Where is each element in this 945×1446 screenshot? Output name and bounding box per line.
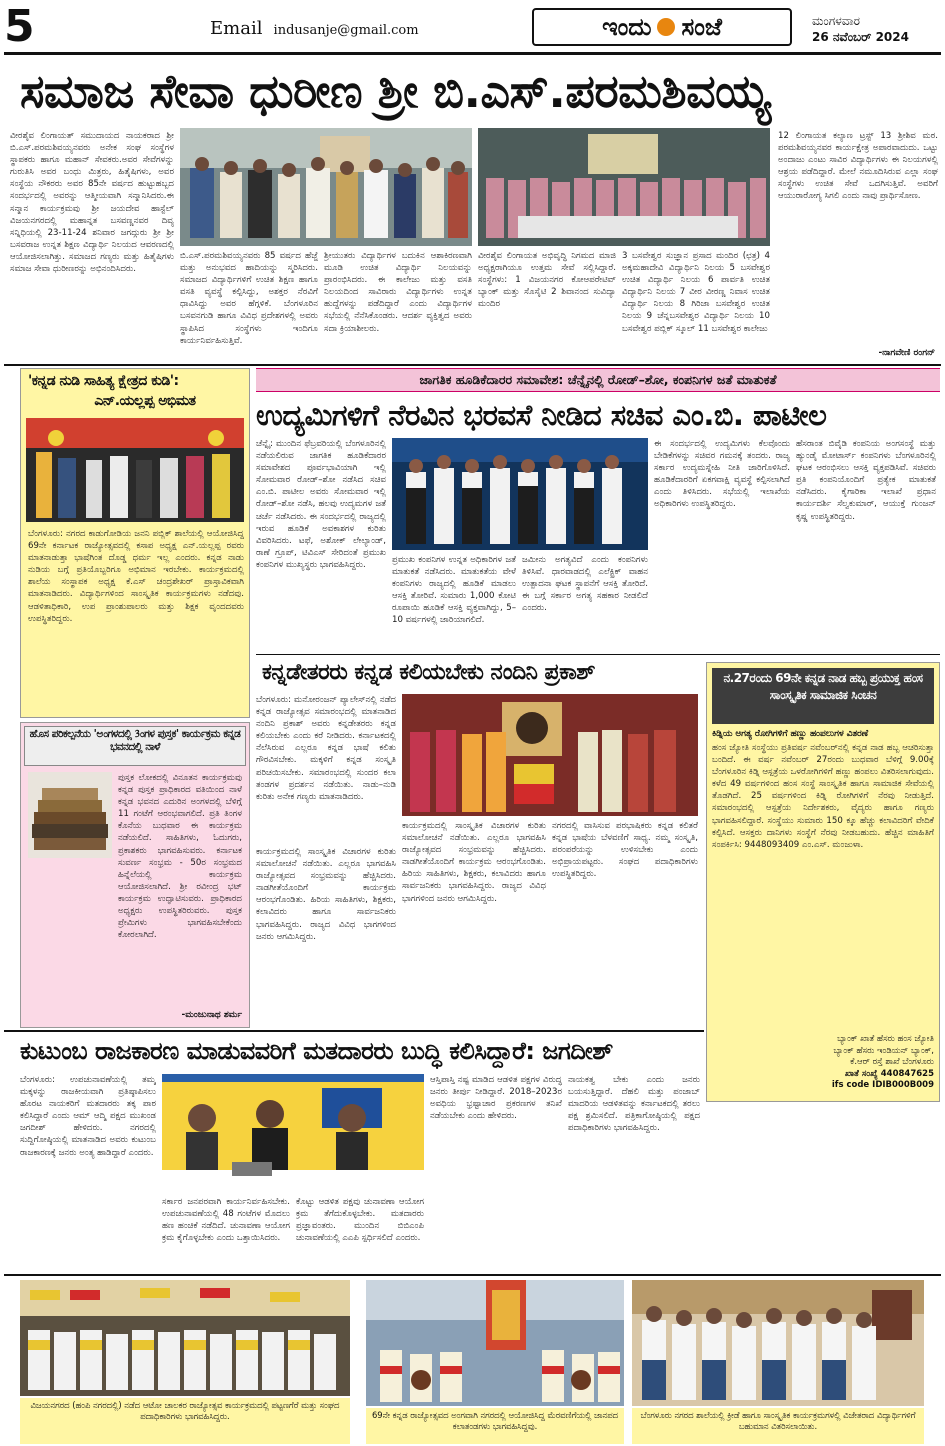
- investor-banner-text: ಜಾಗತಿಕ ಹೂಡಿಕೆದಾರರ ಸಮಾವೇಶ: ಚೆನ್ನೈನಲ್ಲಿ ರೋಡ್–ಶೋ, ಕಂಪನಿಗಳ ಜತೆ ಮಾತುಕತೆ: [419, 372, 777, 387]
- nandini-body-3: ನಗರದಲ್ಲಿ ವಾಸಿಸುವ ಪರಭಾಷಿಕರು ಕನ್ನಡ ಕಲಿತರೆ ಕನ್ನಡ ಭಾಷೆಯ ಬೆಳವಣಿಗೆ ಸಾಧ್ಯ. ನಮ್ಮ ಸಂಸ್ಕೃತಿ, ಪರಂಪರೆಯನ್ನು ಉಳಿಸಬೇಕು ಎಂದು ಅಭಿಪ್ರಾಯಪಟ್ಟರು. ಸಂಘದ ಪದಾಧಿಕಾರಿಗಳು ಉಪಸ್ಥಿತರಿದ್ದರು.: [552, 821, 698, 880]
- mbpatil-col-2: ಪ್ರಮುಖ ಕಂಪನಿಗಳ ಉನ್ನತ ಅಧಿಕಾರಿಗಳ ಜತೆ ಮಾತುಕತೆ ನಡೆಸಿದರು. ಮಾತುಕತೆಯ ವೇಳೆ ಕಂಪನಿಗಳು ರಾಜ್ಯದಲ್ಲಿ ಹೂಡಿಕೆ ಮಾಡಲು ಆಸಕ್ತಿ ತೋರಿವೆ. ಸುಮಾರು 1,000 ಕೋಟಿ ರೂಪಾಯಿ ಹೂಡಿಕೆ ಆಸಕ್ತಿ ವ್ಯಕ್ತವಾಗಿದ್ದು, 5–10 ವರ್ಷಗಳಲ್ಲಿ ಜಾರಿಯಾಗಲಿದೆ.: [392, 555, 516, 626]
- bank-line-3: ಕೆ.ಆರ್ ರಸ್ತೆ ಶಾಖೆ ಬೆಂಗಳೂರು: [850, 1057, 934, 1067]
- sahitya-subhead: ಎನ್.ಯಲ್ಲಪ್ಪ ಅಭಿಮತ: [94, 393, 196, 409]
- auto-drivers-illustration: [20, 1280, 350, 1396]
- bottom-caption-1: ವಿಜಯನಗರದ (ಹಂಪಿ ನಗರದಲ್ಲಿ) ನಡೆದ ಆಟೋ ಚಾಲಕರ ರಾಜ್ಯೋತ್ಸವ ಕಾರ್ಯಕ್ರಮದಲ್ಲಿ ಪಟ್ಟಣಗೆರೆ ಮತ್ತು ಸಂಘದ ಪದಾಧಿಕಾರಿಗಳು ಭಾಗವಹಿಸಿದ್ದರು.: [20, 1398, 350, 1444]
- pustaka-books-photo: [28, 772, 112, 858]
- section-divider-1: [4, 364, 941, 366]
- bottom-photo-1: [20, 1280, 350, 1396]
- hamsa-headline: ನ.27ರಂದು 69ನೇ ಕನ್ನಡ ನಾಡ ಹಬ್ಬ ಪ್ರಯುಕ್ತ ಹಂಸ ಸಾಂಸ್ಕೃತಿಕ ಸಾಮಾಜಿಕ ಸಿಂಚನ: [723, 671, 923, 702]
- page-number: 5: [4, 1, 35, 52]
- section-divider-2: [256, 654, 940, 655]
- section-divider-3: [4, 1030, 704, 1032]
- email-label: Email: [210, 18, 263, 39]
- section-divider-4: [4, 1274, 941, 1276]
- header-divider: [4, 52, 941, 55]
- hamsa-body: ಹಂಸ ಜ್ಯೋತಿ ಸಂಸ್ಥೆಯು ಪ್ರತಿವರ್ಷ ನವೆಂಬರ್‌ನಲ್ಲಿ ಕನ್ನಡ ನಾಡ ಹಬ್ಬ ಆಚರಿಸುತ್ತಾ ಬಂದಿದೆ. ಈ ವರ್ಷ ನವೆಂಬರ್ 27ರಂದು ಬುಧವಾರ ಬೆಳಿಗ್ಗೆ 9.00ಕ್ಕೆ ಬೆಂಗಳೂರಿನ ಕಿಡ್ನಿ ಆಸ್ಪತ್ರೆಯ ಒಳರೋಗಿಗಳಿಗೆ ಹಣ್ಣು ಹಂಪಲು ವಿತರಿಸಲಾಗುವುದು. ಕಳೆದ 49 ವರ್ಷಗಳಿಂದ ಹಂಸ ಸಂಸ್ಥೆ ಸಾಂಸ್ಕೃತಿಕ ಹಾಗೂ ಸಾಮಾಜಿಕ ಸೇವೆಯಲ್ಲಿ ತೊಡಗಿದೆ. 25 ವರ್ಷಗಳಿಂದ ಕಿಡ್ನಿ ರೋಗಿಗಳಿಗೆ ನೆರವು ನೀಡುತ್ತಿದೆ. ಸಮಾರಂಭದಲ್ಲಿ ಆಸ್ಪತ್ರೆಯ ನಿರ್ದೇಶಕರು, ವೈದ್ಯರು ಹಾಗೂ ಗಣ್ಯರು ಭಾಗವಹಿಸಲಿದ್ದಾರೆ. ಸಂಸ್ಥೆಯು ಸುಮಾರು 150 ಕ್ಕೂ ಹೆಚ್ಚು ಕಲಾವಿದರಿಗೆ ವೇದಿಕೆ ಕಲ್ಪಿಸಿದೆ. ಆಸಕ್ತರು ದಾನಿಗಳು ಸಂಸ್ಥೆಗೆ ನೆರವು ನೀಡಬಹುದು. ಹೆಚ್ಚಿನ ಮಾಹಿತಿಗೆ ಸಂಪರ್ಕಿಸಿ: 9448093409 ಎಂ.ಎಸ್. ಮಂಜುಳಾ.: [712, 743, 934, 850]
- jagadish-headline: ಕುಟುಂಬ ರಾಜಕಾರಣ ಮಾಡುವವರಿಗೆ ಮತದಾರರು ಬುದ್ಧಿ ಕಲಿಸಿದ್ದಾರೆ: ಜಗದೀಶ್: [20, 1037, 613, 1065]
- nandini-photo: [402, 694, 698, 816]
- bank-line-1: ಬ್ಯಾಂಕ್ ಖಾತೆ ಹೆಸರು ಹಂಸ ಜ್ಯೋತಿ: [837, 1034, 934, 1044]
- pustaka-body: ಪುಸ್ತಕ ಲೋಕದಲ್ಲಿ ವಿನೂತನ ಕಾರ್ಯಕ್ರಮವು ಕನ್ನಡ ಪುಸ್ತಕ ಪ್ರಾಧಿಕಾರದ ವತಿಯಿಂದ ನಾಳೆ ಕನ್ನಡ ಭವನದ ಎದುರಿನ ಅಂಗಳದಲ್ಲಿ ಬೆಳಿಗ್ಗೆ 11 ಗಂಟೆಗೆ ಆರಂಭವಾಗಲಿದೆ. ಪ್ರತಿ ತಿಂಗಳ ಕೊನೆಯ ಬುಧವಾರ ಈ ಕಾರ್ಯಕ್ರಮ ನಡೆಯಲಿದೆ. ಸಾಹಿತಿಗಳು, ಓದುಗರು, ಪ್ರಕಾಶಕರು ಭಾಗವಹಿಸುವರು. ಕರ್ನಾಟಕ ಸುವರ್ಣ ಸಂಭ್ರಮ - 50ರ ಸಂಭ್ರಮದ ಹಿನ್ನೆಲೆಯಲ್ಲಿ ಕಾರ್ಯಕ್ರಮ ಆಯೋಜಿಸಲಾಗಿದೆ. ಶ್ರೀ ರವೀಂದ್ರ ಭಟ್ ಕಾರ್ಯಕ್ರಮ ಉದ್ಘಾಟಿಸುವರು. ಪ್ರಾಧಿಕಾರದ ಅಧ್ಯಕ್ಷರು ಉಪಸ್ಥಿತರಿರುವರು. ಪುಸ್ತಕ ಪ್ರೇಮಿಗಳು ಭಾಗವಹಿಸಬೇಕೆಂದು ಕೋರಲಾಗಿದೆ.: [118, 773, 242, 941]
- lead-photo-group: [478, 128, 770, 246]
- mbpatil-headline: ಉದ್ಯಮಿಗಳಿಗೆ ನೆರವಿನ ಭರವಸೆ ನೀಡಿದ ಸಚಿವ ಎಂ.ಬಿ. ಪಾಟೀಲ: [256, 398, 827, 432]
- procession-illustration: [366, 1280, 624, 1406]
- mbpatil-photo: [392, 438, 648, 550]
- felicitation-illustration: [180, 128, 472, 246]
- mbpatil-col-3: ಜಮೀನು ಅಗತ್ಯವಿದೆ ಎಂದು ಕಂಪನಿಗಳು ತಿಳಿಸಿವೆ. ಧಾರವಾಡದಲ್ಲಿ ಎಲೆಕ್ಟ್ರಿಕ್ ವಾಹನ ಉತ್ಪಾದನಾ ಘಟಕ ಸ್ಥಾಪನೆಗೆ ಆಸಕ್ತಿ ತೋರಿದೆ. ಈ ಬಗ್ಗೆ ಸರ್ಕಾರ ಅಗತ್ಯ ಸಹಕಾರ ನೀಡಲಿದೆ ಎಂದರು.: [522, 555, 648, 614]
- header-date: 26 ನವೆಂಬರ್ 2024: [812, 30, 909, 44]
- investor-banner: [256, 368, 940, 392]
- lead-col-5: 3 ಬಸವೇಶ್ವರ ಸುಜ್ಞಾನ ಪ್ರಸಾದ ಮಂದಿರ (ಛತ್ರ) 4 ಅಕ್ಕಮಹಾದೇವಿ ವಿದ್ಯಾರ್ಥಿನಿ ನಿಲಯ 5 ಬಸವೇಶ್ವರ ಉಚಿತ ವಿದ್ಯಾರ್ಥಿ ನಿಲಯ 6 ಪಾರ್ವತಿ ಉಚಿತ ವಿದ್ಯಾರ್ಥಿನಿ ನಿಲಯ 7 ವೀರ ವೀರಣ್ಣ ನಿವಾಸ ಉಚಿತ ವಿದ್ಯಾರ್ಥಿ ನಿಲಯ 8 ಗಿರಿಜಾ ಬಸವೇಶ್ವರ ಉಚಿತ ನಿಲಯ 9 ಚೆನ್ನಬಸವೇಶ್ವರ ವಿದ್ಯಾರ್ಥಿ ನಿಲಯ 10 ಬಸವೇಶ್ವರ ಪಬ್ಲಿಕ್ ಸ್ಕೂಲ್ 11 ಬಸವೇಶ್ವರ ಕಾಲೇಜು: [622, 251, 770, 334]
- email-address[interactable]: indusanje@gmail.com: [273, 23, 419, 38]
- lead-headline: ಸಮಾಜ ಸೇವಾ ಧುರೀಣ ಶ್ರೀ ಬಿ.ಎಸ್.ಪರಮಶಿವಯ್ಯ: [20, 64, 771, 118]
- pustaka-headline: ಹೊಸ ಪರಿಕಲ್ಪನೆಯ 'ಅಂಗಳದಲ್ಲಿ 3ಂಗಳ ಪುಸ್ತಕ' ಕಾರ್ಯಕ್ರಮ ಕನ್ನಡ ಭವನದಲ್ಲಿ ನಾಳೆ: [29, 728, 241, 753]
- sahitya-photo: [26, 418, 244, 522]
- school-event-illustration: [26, 418, 244, 522]
- prize-distribution-illustration: [632, 1280, 924, 1406]
- lead-col-2: ಬಿ.ಎಸ್.ಪರಮಶಿವಯ್ಯನವರು 85 ವರ್ಷದ ಹೆಜ್ಜೆ ಮತ್ತು ಅನುಭವದ ಹಾದಿಯನ್ನು ಸ್ಮರಿಸಿದರು. ಸಮಾಜದ ವಿದ್ಯಾರ್ಥಿಗಳಿಗೆ ಉಚಿತ ಶಿಕ್ಷಣ ಹಾಗೂ ವಸತಿ ವ್ಯವಸ್ಥೆ ಕಲ್ಪಿಸಿದ್ದು, ಅಶಕ್ತರ ನೆರವಿಗೆ ಧಾವಿಸಿದ್ದು ಅವರ ಹೆಗ್ಗಳಿಕೆ. ಬೆಂಗಳೂರಿನ ಬಸವನಗುಡಿ ಹಾಗೂ ವಿವಿಧ ಪ್ರದೇಶಗಳಲ್ಲಿ ಅವರು ಸ್ಥಾಪಿಸಿದ ಸಂಸ್ಥೆಗಳು ಇಂದಿಗೂ ಕಾರ್ಯನಿರ್ವಹಿಸುತ್ತಿವೆ.: [180, 251, 318, 346]
- jagadish-photo: [162, 1074, 424, 1192]
- jagadish-col-3: ಕೊಟ್ಟು ಆಡಳಿತ ಪಕ್ಷವು ಚುನಾವಣಾ ಆಯೋಗ ಕ್ರಮ ತೆಗೆದುಕೊಳ್ಳಬೇಕು. ಮತದಾರರು ಪ್ರಜ್ಞಾವಂತರು. ಮುಂದಿನ ಬಿಬಿಎಂಪಿ ಚುನಾವಣೆಯಲ್ಲಿ ಎಎಪಿ ಸ್ಪರ್ಧಿಸಲಿದೆ ಎಂದರು.: [296, 1197, 424, 1244]
- mbpatil-col-4: ಈ ಸಂದರ್ಭದಲ್ಲಿ ಉದ್ಯಮಿಗಳು ಕೆಲವೊಂದು ಬೇಡಿಕೆಗಳನ್ನು ಸಚಿವರ ಗಮನಕ್ಕೆ ತಂದರು. ರಾಜ್ಯ ಸರ್ಕಾರ ಉದ್ಯಮಸ್ನೇಹಿ ನೀತಿ ಜಾರಿಗೊಳಿಸಿದೆ. ಹೂಡಿಕೆದಾರರಿಗೆ ಏಕಗವಾಕ್ಷಿ ವ್ಯವಸ್ಥೆ ಕಲ್ಪಿಸಲಾಗಿದೆ ಎಂದು ತಿಳಿಸಿದರು. ಸಭೆಯಲ್ಲಿ ಇಲಾಖೆಯ ಅಧಿಕಾರಿಗಳು ಉಪಸ್ಥಿತರಿದ್ದರು.: [654, 439, 790, 510]
- lead-col-3: ಶ್ರೀಯುತರು ವಿದ್ಯಾರ್ಥಿಗಳ ಬದುಕಿನ ಆಶಾಕಿರಣವಾಗಿ ಮೂಡಿ ಉಚಿತ ವಿದ್ಯಾರ್ಥಿ ನಿಲಯವನ್ನು ಪ್ರಾರಂಭಿಸಿದರು. ಈ ಕಾಲೇಜು ಮತ್ತು ವಸತಿ ನಿಲಯದಿಂದ ಸಾವಿರಾರು ವಿದ್ಯಾರ್ಥಿಗಳು ಉನ್ನತ ಹುದ್ದೆಗಳನ್ನು ಪಡೆದಿದ್ದಾರೆ ಎಂದು ವಿದ್ಯಾರ್ಥಿಗಳ ಸಭೆಯಲ್ಲಿ ನೆನೆಸಿಕೊಂಡರು. ಆದರ್ಶ ವ್ಯಕ್ತಿತ್ವದ ಅವರು ಸದಾ ಕ್ರಿಯಾಶೀಲರು.: [324, 251, 472, 334]
- lead-col-6: 12 ಲಿಂಗಾಯತ ಕಲ್ಯಾಣ ಟ್ರಸ್ಟ್ 13 ಶ್ರೀಶಿವ ಮಠ. ಪರಮಶಿವಯ್ಯನವರ ಕಾರ್ಯಕ್ಷೇತ್ರ ಅಪಾರವಾದುದು. ಒಟ್ಟು ಅಂದಾಜು ಎಂಟು ಸಾವಿರ ವಿದ್ಯಾರ್ಥಿಗಳು ಈ ನಿಲಯಗಳಲ್ಲಿ ಆಶ್ರಯ ಪಡೆದಿದ್ದಾರೆ. ಮೇಲೆ ನಮೂದಿಸಿರುವ ಎಲ್ಲಾ ಸಂಘ ಸಂಸ್ಥೆಗಳು ಉಚಿತ ಸೇವೆ ಒದಗಿಸುತ್ತಿವೆ. ಅವರಿಗೆ ಆಯುರಾರೋಗ್ಯ ಸಿಗಲಿ ಎಂದು ನಾವು ಪ್ರಾರ್ಥಿಸೋಣ.: [778, 131, 938, 202]
- group-photo-illustration: [478, 128, 770, 246]
- jagadish-col-2: ಸರ್ಕಾರ ಜನಪರವಾಗಿ ಕಾರ್ಯನಿರ್ವಹಿಸಬೇಕು. ಉಪಚುನಾವಣೆಯಲ್ಲಿ 48 ಗಂಟೆಗಳ ಮೊದಲು ಹಣ ಹಂಚಿಕೆ ನಡೆದಿದೆ. ಚುನಾವಣಾ ಆಯೋಗ ಕ್ರಮ ಕೈಗೊಳ್ಳಬೇಕು ಎಂದು ಒತ್ತಾಯಿಸಿದರು.: [162, 1197, 290, 1244]
- nandini-body-continued: ಕಾರ್ಯಕ್ರಮದಲ್ಲಿ ಸಾಂಸ್ಕೃತಿಕ ವಿಚಾರಗಳ ಕುರಿತು ಸಮಾಲೋಚನೆ ನಡೆಯಿತು. ಎಲ್ಲರೂ ಭಾಗವಹಿಸಿ ರಾಜ್ಯೋತ್ಸವದ ಸಂಭ್ರಮವನ್ನು ಹೆಚ್ಚಿಸಿದರು. ನಾಡಗೀತೆಯೊಂದಿಗೆ ಕಾರ್ಯಕ್ರಮ ಆರಂಭಗೊಂಡಿತು. ಹಿರಿಯ ಸಾಹಿತಿಗಳು, ಶಿಕ್ಷಕರು, ಕಲಾವಿದರು ಹಾಗೂ ಸಾರ್ವಜನಿಕರು ಭಾಗವಹಿಸಿದ್ದರು. ರಾಜ್ಯದ ವಿವಿಧ ಭಾಗಗಳಿಂದ ಜನರು ಆಗಮಿಸಿದ್ದರು.: [256, 847, 396, 942]
- lead-col-4: ವೀರಶೈವ ಲಿಂಗಾಯತ ಅಭಿವೃದ್ಧಿ ನಿಗಮದ ಮಾಜಿ ಅಧ್ಯಕ್ಷರಾಗಿಯೂ ಉತ್ತಮ ಸೇವೆ ಸಲ್ಲಿಸಿದ್ದಾರೆ. ಸಂಸ್ಥೆಗಳು: 1 ವಿಜಯನಗರ ಕೋಆಪರೇಟಿವ್ ಬ್ಯಾಂಕ್ ಮತ್ತು ಸೊಸೈಟಿ 2 ಶಿವಾನಂದ ಸುವಿದ್ಯಾ ಮಂದಿರ: [478, 251, 616, 310]
- roadshow-illustration: [392, 438, 648, 550]
- lead-col-1: ವೀರಶೈವ ಲಿಂಗಾಯತ್ ಸಮುದಾಯದ ನಾಯಕರಾದ ಶ್ರೀ ಬಿ.ಎಸ್.ಪರಮಶಿವಯ್ಯನವರು ಅನೇಕ ಸಂಘ ಸಂಸ್ಥೆಗಳ ಸ್ಥಾಪಕರು ಹಾಗೂ ಮಹಾನ್ ಸೇವಕರು.ಅವರ ಸೇವೆಗಳನ್ನು ಗುರುತಿಸಿ ಅವರ ಬಂಧು ಮಿತ್ರರು, ಹಿತೈಷಿಗಳು, ಅವರ ಸಂಸ್ಥೆಯ ನೌಕರರು ಅವರ 85ನೇ ವರ್ಷದ ಹುಟ್ಟುಹಬ್ಬದ ಸಂದರ್ಭದಲ್ಲಿ ಅವರನ್ನು ಆತ್ಮೀಯವಾಗಿ ಸನ್ಮಾನಿಸಿದರು.ಈ ಸನ್ಮಾನ ಕಾರ್ಯಕ್ರಮವು ಶ್ರೀ ಜಯದೇವ ಹಾಸ್ಟೆಲ್ ವಿಜಯನಗರದಲ್ಲಿ ಮಹಾನ್ನತ ಬಸವಣ್ಣನವರ ದಿವ್ಯ ಸನ್ನಿಧಿಯಲ್ಲಿ 23-11-24 ಶನಿವಾರ ಜಗದ್ಗುರು ಶ್ರೀ ಶ್ರೀ ಬಸವರಾಜ ಉನ್ನತ ಶಿಕ್ಷಣ ವಿದ್ಯಾರ್ಥಿ ನಿಲಯದ ಆವರಣದಲ್ಲಿ ಆಯೋಜಿಸಲಾಗಿತ್ತು. ಸಮಾಜದ ಗಣ್ಯರು ಮತ್ತು ಹಿತೈಷಿಗಳು ಸಮಾಜ ಸೇವಾ ಧುರೀಣರನ್ನು ಅಭಿನಂದಿಸಿದರು.: [10, 131, 174, 275]
- bottom-photo-2: [366, 1280, 624, 1406]
- mbpatil-col-1: ಚೆನ್ನೈ: ಮುಂದಿನ ಫೆಬ್ರವರಿಯಲ್ಲಿ ಬೆಂಗಳೂರಿನಲ್ಲಿ ನಡೆಯಲಿರುವ ಜಾಗತಿಕ ಹೂಡಿಕೆದಾರರ ಸಮಾವೇಶದ ಪೂರ್ವಭಾವಿಯಾಗಿ ಇಲ್ಲಿ ಸೋಮವಾರ ರೋಡ್–ಶೋ ನಡೆಸಿದ ಸಚಿವ ಎಂ.ಬಿ. ಪಾಟೀಲ ಅವರು ಸೋಮವಾರ ಇಲ್ಲಿ ರೋಡ್–ಶೋ ನಡೆಸಿ, ಹಲವು ಉದ್ಯಮಗಳ ಜತೆ ಚರ್ಚೆ ನಡೆಸಿದರು. ಈ ಸಂದರ್ಭದಲ್ಲಿ ರಾಜ್ಯದಲ್ಲಿ ಇರುವ ಹೂಡಿಕೆ ಅವಕಾಶಗಳ ಕುರಿತು ವಿವರಿಸಿದರು. ಟಫೆ, ಅಶೋಕ್ ಲೇಲ್ಯಾಂಡ್, ರಾಣೆ ಗ್ರೂಪ್, ಟಿವಿಎಸ್ ಸೇರಿದಂತೆ ಪ್ರಮುಖ ಕಂಪನಿಗಳ ಮುಖ್ಯಸ್ಥರು ಭಾಗವಹಿಸಿದ್ದರು.: [256, 439, 386, 570]
- masthead: [532, 8, 792, 46]
- hamsa-subhead: ಕಿಡ್ನಿಯ ಅಗತ್ಯ ರೋಗಿಗಳಿಗೆ ಹಣ್ಣು ಹಂಪಲುಗಳ ವಿತರಣೆ: [712, 729, 869, 739]
- lead-byline: -ನಾಗವೇಣಿ ರಂಗನ್: [878, 348, 935, 358]
- books-illustration: [28, 772, 112, 858]
- pustaka-byline: -ಮಂಜುನಾಥ ಶರ್ಮ: [181, 1010, 242, 1020]
- header-email-block: [210, 18, 419, 39]
- bottom-photo-3: [632, 1280, 924, 1406]
- masthead-left: ಇಂದು: [602, 13, 652, 41]
- header-weekday: ಮಂಗಳವಾರ: [812, 14, 861, 28]
- bottom-caption-3: ಬೆಂಗಳೂರು ನಗರದ ಶಾಲೆಯಲ್ಲಿ ಕ್ರೀಡೆ ಹಾಗೂ ಸಾಂಸ್ಕೃತಿಕ ಕಾರ್ಯಕ್ರಮಗಳಲ್ಲಿ ವಿಜೇತರಾದ ವಿದ್ಯಾರ್ಥಿಗಳಿಗೆ ಬಹುಮಾನ ವಿತರಿಸಲಾಯಿತು.: [632, 1408, 924, 1444]
- mbpatil-col-5: ಹೆಸರಾಂತ ಬಿವೈಡಿ ಕಂಪನಿಯ ಅಂಗಸಂಸ್ಥೆ ಮತ್ತು ಹ್ಯುಂಡೈ ಮೋಟಾರ್ಸ್ ಕಂಪನಿಗಳು ಬೆಂಗಳೂರಿನಲ್ಲಿ ಘಟಕ ಆರಂಭಿಸಲು ಆಸಕ್ತಿ ವ್ಯಕ್ತಪಡಿಸಿವೆ. ಸಚಿವರು ಪ್ರತಿ ಕಂಪನಿಯೊಂದಿಗೆ ಪ್ರತ್ಯೇಕ ಮಾತುಕತೆ ನಡೆಸಿದರು. ಕೈಗಾರಿಕಾ ಇಲಾಖೆ ಪ್ರಧಾನ ಕಾರ್ಯದರ್ಶಿ ಸೆಲ್ವಕುಮಾರ್, ಆಯುಕ್ತೆ ಗುಂಜನ್ ಕೃಷ್ಣ ಉಪಸ್ಥಿತರಿದ್ದರು.: [796, 439, 936, 522]
- rajyotsava-stage-illustration: [402, 694, 698, 816]
- jagadish-col-5: ನಾಯಕತ್ವ ಬೇಕು ಎಂದು ಜನರು ಬಯಸುತ್ತಿದ್ದಾರೆ. ದೆಹಲಿ ಮತ್ತು ಪಂಜಾಬ್ ಮಾದರಿಯ ಆಡಳಿತವನ್ನು ಕರ್ನಾಟಕದಲ್ಲಿ ತರಲು ಪಕ್ಷ ಶ್ರಮಿಸಲಿದೆ. ಪತ್ರಿಕಾಗೋಷ್ಠಿಯಲ್ಲಿ ಪಕ್ಷದ ಪದಾಧಿಕಾರಿಗಳು ಭಾಗವಹಿಸಿದ್ದರು.: [568, 1075, 700, 1134]
- nandini-body-2: ಕಾರ್ಯಕ್ರಮದಲ್ಲಿ ಸಾಂಸ್ಕೃತಿಕ ವಿಚಾರಗಳ ಕುರಿತು ಸಮಾಲೋಚನೆ ನಡೆಯಿತು. ಎಲ್ಲರೂ ಭಾಗವಹಿಸಿ ರಾಜ್ಯೋತ್ಸವದ ಸಂಭ್ರಮವನ್ನು ಹೆಚ್ಚಿಸಿದರು. ನಾಡಗೀತೆಯೊಂದಿಗೆ ಕಾರ್ಯಕ್ರಮ ಆರಂಭಗೊಂಡಿತು. ಹಿರಿಯ ಸಾಹಿತಿಗಳು, ಶಿಕ್ಷಕರು, ಕಲಾವಿದರು ಹಾಗೂ ಸಾರ್ವಜನಿಕರು ಭಾಗವಹಿಸಿದ್ದರು. ರಾಜ್ಯದ ವಿವಿಧ ಭಾಗಗಳಿಂದ ಜನರು ಆಗಮಿಸಿದ್ದರು.: [402, 821, 546, 904]
- jagadish-col-1: ಬೆಂಗಳೂರು: ಉಪಚುನಾವಣೆಯಲ್ಲಿ ತಮ್ಮ ಮಕ್ಕಳನ್ನು ರಾಜಕೀಯವಾಗಿ ಪ್ರತಿಷ್ಠಾಪಿಸಲು ಹೊರಟ ನಾಯಕರಿಗೆ ಮತದಾರರು ತಕ್ಕ ಪಾಠ ಕಲಿಸಿದ್ದಾರೆ ಎಂದು ಆಮ್ ಆದ್ಮಿ ಪಕ್ಷದ ಮುಖಂಡ ಜಗದೀಶ್ ಹೇಳಿದರು. ನಗರದಲ್ಲಿ ಸುದ್ದಿಗೋಷ್ಠಿಯಲ್ಲಿ ಮಾತನಾಡಿದ ಅವರು ಕುಟುಂಬ ರಾಜಕಾರಣಕ್ಕೆ ಜನರು ಅಂತ್ಯ ಹಾಡಿದ್ದಾರೆ ಎಂದರು.: [20, 1075, 156, 1158]
- lead-photo-felicitation: [180, 128, 472, 246]
- bank-line-2: ಬ್ಯಾಂಕ್ ಹೆಸರು ಇಂಡಿಯನ್ ಬ್ಯಾಂಕ್,: [833, 1045, 934, 1056]
- press-meet-illustration: [162, 1074, 424, 1192]
- nandini-body: ಬೆಂಗಳೂರು: ಮನೋರಂಜನ್ ಪ್ಯಾಲೇಸ್‌ನಲ್ಲಿ ನಡೆದ ಕನ್ನಡ ರಾಜ್ಯೋತ್ಸವ ಸಮಾರಂಭದಲ್ಲಿ ಮಾತನಾಡಿದ ನಂದಿನಿ ಪ್ರಕಾಶ್ ಅವರು ಕನ್ನಡೇತರರು ಕನ್ನಡ ಕಲಿಯಬೇಕು ಎಂದು ಕರೆ ನೀಡಿದರು. ಕರ್ನಾಟಕದಲ್ಲಿ ನೆಲೆಸಿರುವ ಎಲ್ಲರೂ ಕನ್ನಡ ಭಾಷೆ ಕಲಿತು ಗೌರವಿಸಬೇಕು. ಮಕ್ಕಳಿಗೆ ಕನ್ನಡ ಸಂಸ್ಕೃತಿ ಪರಿಚಯಿಸಬೇಕು. ಸಮಾರಂಭದಲ್ಲಿ ಸುಂದರ ಕಲಾ ತಂಡಗಳ ಪ್ರದರ್ಶನ ನಡೆಯಿತು. ನಾಡು–ನುಡಿ ಕುರಿತು ಅನೇಕ ಗಣ್ಯರು ಮಾತನಾಡಿದರು.: [256, 695, 396, 802]
- sahitya-headline: 'ಕನ್ನಡ ನುಡಿ ಸಾಹಿತ್ಯ ಕ್ಷೇತ್ರದ ಕುಡಿ':: [28, 373, 179, 389]
- hamsa-bank-details: [810, 1034, 934, 1092]
- masthead-sun-icon: [657, 18, 675, 36]
- bank-line-5: ifs code IDIB000B009: [831, 1080, 934, 1090]
- nandini-headline: ಕನ್ನಡೇತರರು ಕನ್ನಡ ಕಲಿಯಬೇಕು ನಂದಿನಿ ಪ್ರಕಾಶ್: [262, 660, 595, 685]
- bank-line-4: ಖಾತೆ ಸಂಖ್ಯೆ 440847625: [844, 1068, 934, 1079]
- sahitya-body: ಬೆಂಗಳೂರು: ನಗರದ ಕಾಡುಗೋಡಿಯ ಜನನಿ ಪಬ್ಲಿಕ್ ಶಾಲೆಯಲ್ಲಿ ಆಯೋಜಿಸಿದ್ದ 69ನೇ ಕರ್ನಾಟಕ ರಾಜ್ಯೋತ್ಸವದಲ್ಲಿ ಕಸಾಪ ಅಧ್ಯಕ್ಷ ಎನ್.ಯಲ್ಲಪ್ಪ ರವರು ಮಾತನಾಡುತ್ತಾ ಭಾಷೆಗಿಂತ ದೊಡ್ಡ ಧರ್ಮ ಇಲ್ಲ ಎಂದರು. ಕನ್ನಡ ನಾಡು ನುಡಿಯ ಬಗ್ಗೆ ಪ್ರತಿಯೊಬ್ಬರಿಗೂ ಅಭಿಮಾನ ಇರಬೇಕು. ಕಾರ್ಯಕ್ರಮದಲ್ಲಿ ಶಾಲೆಯ ಸಂಸ್ಥಾಪಕ ಅಧ್ಯಕ್ಷ ಕೆ.ಎಸ್ ಚಂದ್ರಶೇಖರ್ ಪ್ರಾಸ್ತಾವಿಕವಾಗಿ ಮಾತನಾಡಿದರು. ವಿದ್ಯಾರ್ಥಿಗಳಿಂದ ಸಾಂಸ್ಕೃತಿಕ ಕಾರ್ಯಕ್ರಮಗಳು ನಡೆದವು. ಆಡಳಿತಾಧಿಕಾರಿ, ಉಪ ಪ್ರಾಂಶುಪಾಲರು ಮತ್ತು ಶಿಕ್ಷಕ ವೃಂದದವರು ಉಪಸ್ಥಿತರಿದ್ದರು.: [28, 529, 244, 624]
- masthead-right: ಸಂಜೆ: [681, 13, 722, 41]
- bottom-caption-2: 69ನೇ ಕನ್ನಡ ರಾಜ್ಯೋತ್ಸವದ ಅಂಗವಾಗಿ ನಗರದಲ್ಲಿ ಆಯೋಜಿಸಿದ್ದ ಮೆರವಣಿಗೆಯಲ್ಲಿ ಜಾನಪದ ಕಲಾತಂಡಗಳು ಭಾಗವಹಿಸಿದ್ದವು.: [366, 1408, 624, 1444]
- jagadish-col-4: ಆಸ್ತಿಪಾಸ್ತಿ ನಷ್ಟ ಮಾಡಿದ ಆಡಳಿತ ಪಕ್ಷಗಳ ವಿರುದ್ಧ ಜನರು ತೀರ್ಪು ನೀಡಿದ್ದಾರೆ. 2018–2023ರ ಅವಧಿಯ ಭ್ರಷ್ಟಾಚಾರ ಪ್ರಕರಣಗಳ ತನಿಖೆ ನಡೆಯಬೇಕು ಎಂದು ಹೇಳಿದರು.: [430, 1075, 562, 1122]
